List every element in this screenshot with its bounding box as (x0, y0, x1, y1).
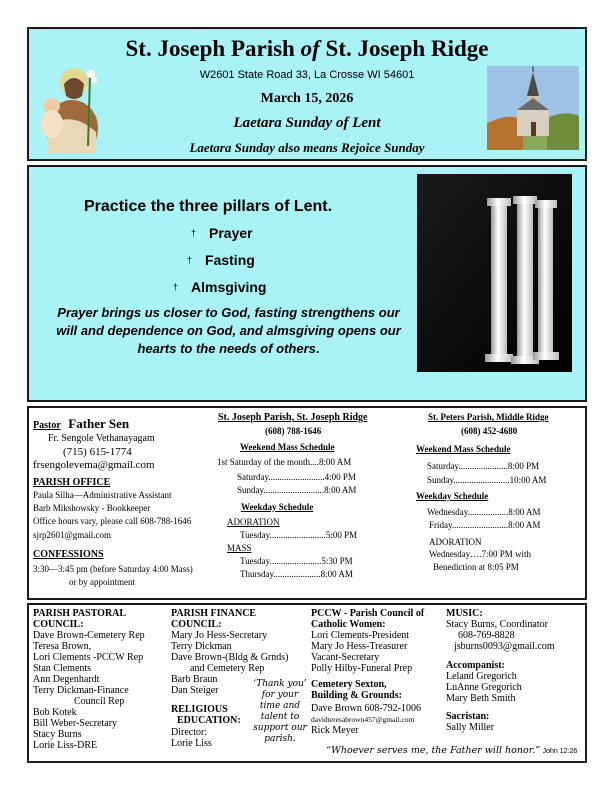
stpeters-phone: (608) 452-4680 (461, 426, 518, 436)
schedule-row: Friday.........................8:00 AM (429, 520, 541, 530)
cemetery-email[interactable]: davidteresabrown457@gmail.com (311, 715, 415, 724)
council-member: Stacy Burns (33, 729, 82, 740)
stpeters-heading: St. Peters Parish, Middle Ridge (428, 412, 549, 422)
religious-ed-director-label: Director: (171, 727, 208, 738)
schedule-row: Sunday...........................8:00 AM (237, 485, 357, 495)
schedule-row: Tuesday.......................5:30 PM (240, 556, 353, 566)
parish-title: St. Joseph Parish of St. Joseph Ridge (125, 36, 489, 61)
pccw-member: Polly Hilby-Funeral Prep (311, 663, 413, 674)
council-member: Mary Jo Hess-Secretary (171, 630, 268, 641)
pccw-member: Vacant-Secretary (311, 652, 380, 663)
church-image (487, 66, 579, 150)
schedule-row: Saturday......................8:00 PM (427, 461, 540, 471)
confessions-heading: CONFESSIONS (33, 549, 104, 560)
cemetery-contact: Dave Brown 608-792-1006 (311, 703, 421, 714)
stpeters-weekend-heading: Weekend Mass Schedule (416, 444, 511, 454)
pillar-item: † Fasting (187, 252, 255, 268)
religious-ed-heading: RELIGIOUS EDUCATION: (171, 704, 241, 727)
council-member: Dave Brown-(Bldg & Grnds) (171, 652, 289, 663)
music-phone: 608-769-8828 (458, 630, 515, 641)
council-member: Ann Degenhardt (33, 674, 100, 685)
council-member: Stan Clements (33, 663, 92, 674)
lent-paragraph: Prayer brings us closer to God, fasting strengthens our will and dependence on God, and almsgiving opens our hearts to the needs of others. (56, 305, 401, 356)
cemetery-heading: Cemetery Sexton, Building & Grounds: (311, 679, 402, 702)
council-member: Council Rep (74, 696, 125, 707)
cross-bullet-icon: † (191, 228, 197, 238)
office-heading: PARISH OFFICE (33, 477, 111, 488)
schedule-row: Thursday.....................8:00 AM (240, 569, 353, 579)
stpeters-weekday-heading: Weekday Schedule (416, 491, 489, 501)
pastor-full-name: Fr. Sengole Vethanayagam (48, 433, 155, 444)
music-email[interactable]: jsburns0093@gmail.com (454, 641, 555, 652)
council-member: Dave Brown-Cemetery Rep (33, 630, 145, 641)
accompanist: Mary Beth Smith (446, 693, 516, 704)
schedule-row: Sunday.........................10:00 AM (427, 475, 547, 485)
stpeters-adoration-label: ADORATION (429, 537, 482, 547)
schedule-row: 1st Saturday of the month....8:00 AM (217, 457, 352, 467)
stjoseph-weekend-heading: Weekend Mass Schedule (240, 442, 335, 452)
council-member: Barb Braun (171, 674, 218, 685)
scripture-quote: “Whoever serves me, the Father will honor.” John 12:26 (326, 745, 578, 756)
council-member: and Cemetery Rep (190, 663, 265, 674)
confessions-line: 3:30—3:45 pm (before Saturday 4:00 Mass) (33, 564, 193, 574)
pillar-item: † Almsgiving (173, 279, 267, 295)
music-coordinator: Stacy Burns, Coordinator (446, 619, 548, 630)
pastoral-council-heading: PARISH PASTORAL COUNCIL: (33, 608, 127, 631)
stjoseph-phone: (608) 788-1646 (265, 426, 322, 436)
office-line: Office hours vary, please call 608-788-1646 (33, 516, 192, 526)
schedule-row: Wednesday..................8:00 AM (427, 507, 541, 517)
music-heading: MUSIC: (446, 608, 483, 619)
pccw-member: Mary Jo Hess-Treasurer (311, 641, 408, 652)
sunday-title: Laetara Sunday of Lent (233, 115, 381, 131)
council-member: Dan Steiger (171, 685, 219, 696)
finance-council-heading: PARISH FINANCE COUNCIL: (171, 608, 257, 631)
council-member: Teresa Brown, (33, 641, 92, 652)
pastor-block: Pastor Father Sen (33, 416, 130, 431)
council-member: Terry Dickman-Finance (33, 685, 129, 696)
pastor-phone: (715) 615-1774 (63, 446, 132, 458)
accompanist: LuAnne Gregorich (446, 682, 522, 693)
council-member: Bill Weber-Secretary (33, 718, 118, 729)
three-pillars-image (417, 174, 572, 372)
accompanist: Leland Gregorich (446, 671, 517, 682)
office-line: Barb Mikshowsky - Bookkeeper (33, 503, 151, 513)
stjoseph-weekday-heading: Weekday Schedule (241, 502, 314, 512)
parish-address: W2601 State Road 33, La Crosse WI 54601 (199, 69, 415, 81)
stjoseph-heading: St. Joseph Parish, St. Joseph Ridge (218, 412, 368, 423)
office-email[interactable]: sjrp2601@gmail.com (33, 530, 112, 540)
lent-heading: Practice the three pillars of Lent. (84, 198, 333, 215)
cemetery-contact: Rick Meyer (311, 725, 359, 736)
schedule-row: Saturday.........................4:00 PM (237, 472, 356, 482)
cross-bullet-icon: † (173, 282, 179, 292)
confessions-line: or by appointment (69, 577, 135, 587)
schedule-row: Tuesday.........................5:00 PM (240, 530, 358, 540)
pccw-heading: PCCW - Parish Council of Catholic Women: (311, 608, 425, 631)
cross-bullet-icon: † (187, 255, 193, 265)
pastor-email[interactable]: frsengolevema@gmail.com (33, 459, 155, 471)
thank-you-note: ‘Thank you’ for your time and talent to support our parish. (253, 679, 307, 744)
council-member: Lori Clements -PCCW Rep (33, 652, 144, 663)
pillar-item: † Prayer (191, 225, 253, 241)
stjoseph-adoration-label: ADORATION (227, 517, 280, 527)
stpeters-adoration-line: Wednesday….7:00 PM with (429, 549, 532, 559)
sacristan: Sally Miller (446, 722, 495, 733)
sacristan-heading: Sacristan: (446, 711, 490, 722)
sunday-subtitle: Laetara Sunday also means Rejoice Sunday (189, 140, 425, 155)
pccw-member: Lori Clements-President (311, 630, 410, 641)
bulletin-date: March 15, 2026 (260, 91, 354, 106)
st-joseph-image (34, 66, 104, 154)
council-member: Bob Kotek (33, 707, 77, 718)
accompanist-heading: Accompanist: (446, 660, 505, 671)
stjoseph-mass-label: MASS (227, 543, 252, 553)
stpeters-adoration-line: Benediction at 8:05 PM (433, 562, 519, 572)
council-member: Lorie Liss-DRE (33, 740, 98, 751)
office-line: Paula Silha—Administrative Assistant (33, 490, 172, 500)
council-member: Terry Dickman (171, 641, 232, 652)
religious-ed-director: Lorie Liss (171, 738, 212, 749)
